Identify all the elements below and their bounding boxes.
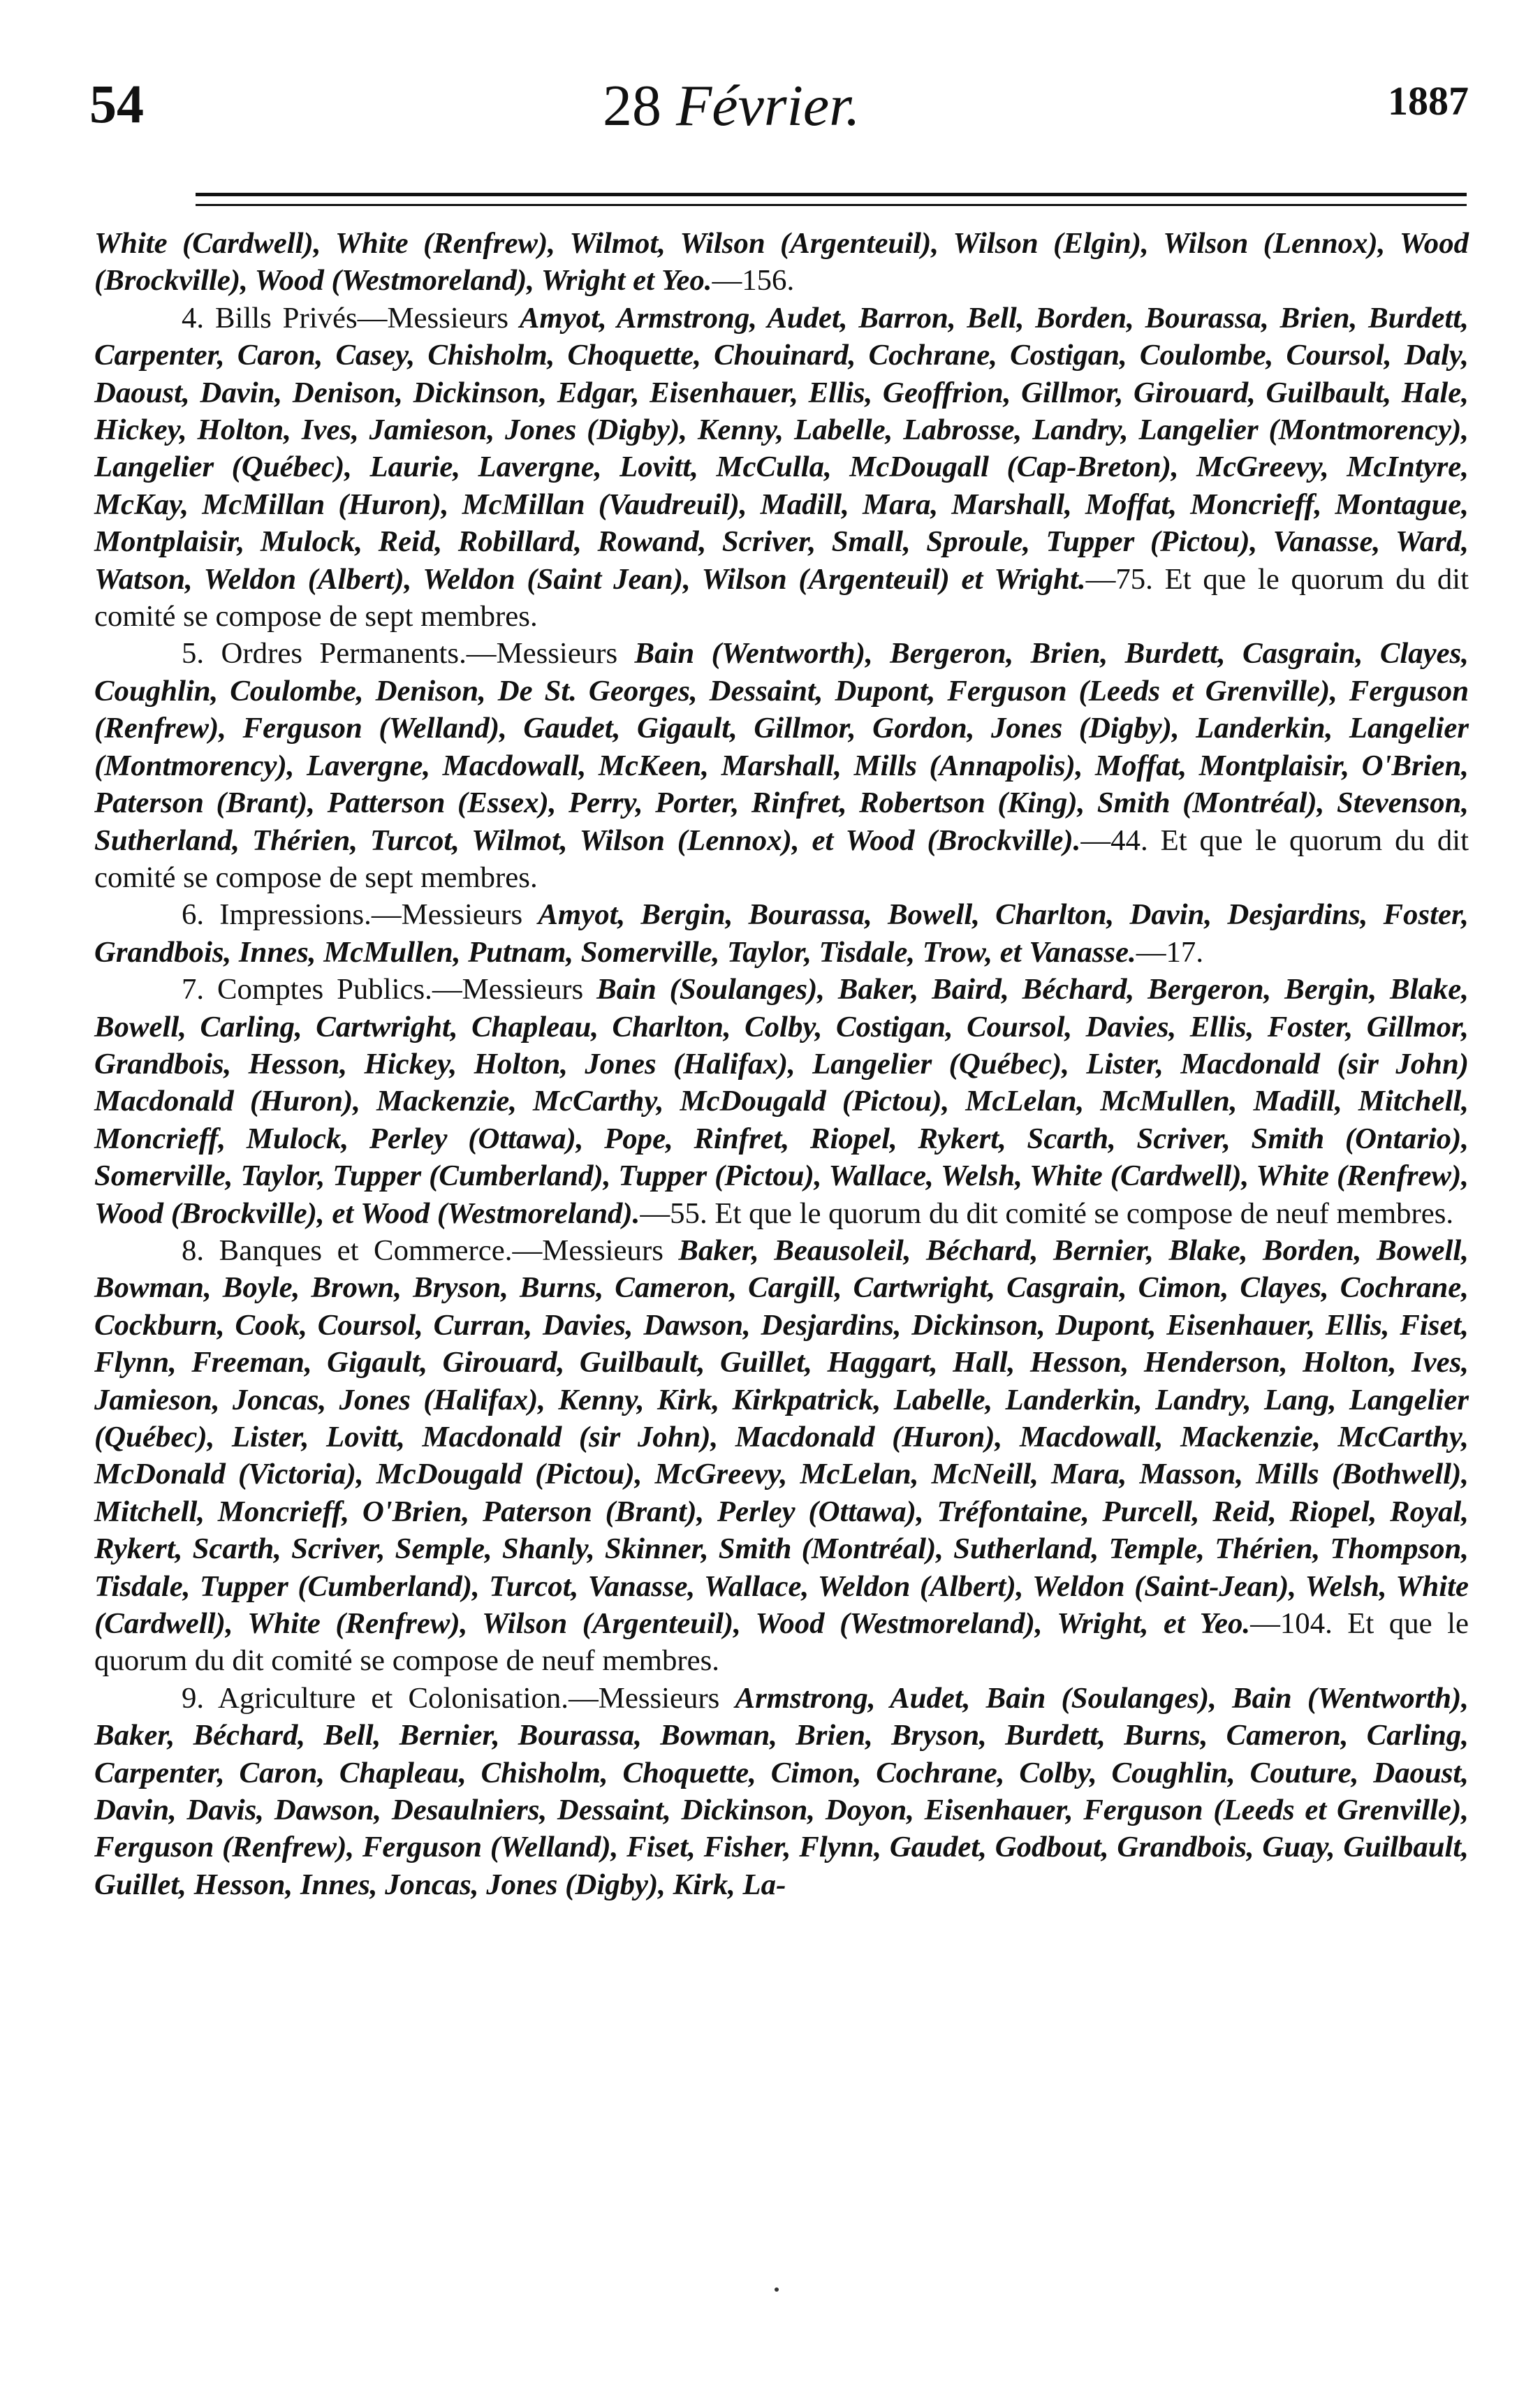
paragraph-lead: 8. Banques et Commerce.—Messieurs (182, 1233, 679, 1267)
member-names: Amyot, Bergin, Bourassa, Bowell, Charlton, Davin, Desjardins, Foster, Grandbois, Innes, McMullen, Putnam, Somerville, Taylor, Tisdale, Trow, et Vanasse. (94, 898, 1469, 969)
paragraph-lead: 5. Ordres Permanents.—Messieurs (182, 637, 635, 671)
running-title-day: 28 (603, 73, 661, 138)
paragraph-lead: 7. Comptes Publics.—Messieurs (182, 973, 597, 1006)
running-title-month: Février. (676, 73, 860, 138)
paragraph-tail: —156. (712, 264, 795, 298)
paragraph-comptes-publics (94, 971, 1469, 1232)
page-header (89, 73, 1469, 154)
paragraph-lead: 4. Bills Privés—Messieurs (182, 301, 520, 335)
paragraph-ordres-permanents (94, 635, 1469, 896)
header-rule-thick (196, 193, 1467, 196)
member-names: Bain (Soulanges), Baker, Baird, Béchard, Bergeron, Bergin, Blake, Bowell, Carling, Cartwright, Chapleau, Charlton, Colby, Costigan, Coursol, Davies, Ellis, Foster, Gillmor, Grandbois, Hesson, Hickey, Holton, Jones (Halifax), Langelier (Québec), Lister, Macdonald (sir John) Macdonald (Huron), Mackenzie, McCarthy, McDougald (Pictou), McLelan, McMullen, Madill, Mitchell, Moncrieff, Mulock, Perley (Ottawa), Pope, Rinfret, Riopel, Rykert, Scarth, Scriver, Smith (Ontario), Somerville, Taylor, Tupper (Cumberland), Tupper (Pictou), Wallace, Welsh, White (Cardwell), White (Renfrew), Wood (Brockville), et Wood (Westmoreland). (94, 973, 1469, 1230)
member-names: Bain (Wentworth), Bergeron, Brien, Burdett, Casgrain, Clayes, Coughlin, Coulombe, Denison, De St. Georges, Dessaint, Dupont, Ferguson (Leeds et Grenville), Ferguson (Renfrew), Ferguson (Welland), Gaudet, Gigault, Gillmor, Gordon, Jones (Digby), Landerkin, Langelier (Montmorency), Lavergne, Macdowall, McKeen, Marshall, Mills (Annapolis), Moffat, Montplaisir, O'Brien, Paterson (Brant), Patterson (Essex), Perry, Porter, Rinfret, Robertson (King), Smith (Montréal), Stevenson, Sutherland, Thérien, Turcot, Wilmot, Wilson (Lennox), et Wood (Brockville). (94, 637, 1469, 857)
paragraph-lead: 6. Impressions.—Messieurs (182, 898, 538, 932)
print-speck (775, 2287, 779, 2292)
paragraph-tail: —104. Et que le quorum du dit comité se compose de neuf membres. (94, 1607, 1469, 1678)
member-names: Armstrong, Audet, Bain (Soulanges), Bain (Wentworth), Baker, Béchard, Bell, Bernier, Bourassa, Bowman, Brien, Bryson, Burdett, Burns, Cameron, Carling, Carpenter, Caron, Chapleau, Chisholm, Choquette, Cimon, Cochrane, Colby, Coughlin, Couture, Daoust, Davin, Davis, Dawson, Desaulniers, Dessaint, Dickinson, Doyon, Eisenhauer, Ferguson (Leeds et Grenville), Ferguson (Renfrew), Ferguson (Welland), Fiset, Fisher, Flynn, Gaudet, Godbout, Grandbois, Guay, Guilbault, Guillet, Hesson, Innes, Joncas, Jones (Digby), Kirk, La- (94, 1681, 1469, 1901)
paragraph-tail: —55. Et que le quorum du dit comité se compose de neuf membres. (640, 1196, 1454, 1230)
header-rule-thin (196, 204, 1467, 206)
paragraph-impressions (94, 896, 1469, 971)
paragraph-agriculture-colonisation (94, 1680, 1469, 1903)
page-number: 54 (89, 73, 144, 134)
paragraph-lead: 9. Agriculture et Colonisation.—Messieurs (182, 1681, 735, 1715)
paragraph-tail: —75. Et que le quorum du dit comité se compose de sept membres. (94, 562, 1469, 634)
paragraph-banques-commerce (94, 1232, 1469, 1680)
member-names: Baker, Beausoleil, Béchard, Bernier, Blake, Borden, Bowell, Bowman, Boyle, Brown, Bryson, Burns, Cameron, Cargill, Cartwright, Casgrain, Cimon, Clayes, Cochrane, Cockburn, Cook, Coursol, Curran, Davies, Dawson, Desjardins, Dickinson, Dupont, Eisenhauer, Ellis, Fiset, Flynn, Freeman, Gigault, Girouard, Guilbault, Guillet, Haggart, Hall, Hesson, Henderson, Holton, Ives, Jamieson, Joncas, Jones (Halifax), Kenny, Kirk, Kirkpatrick, Labelle, Landerkin, Landry, Lang, Langelier (Québec), Lister, Lovitt, Macdonald (sir John), Macdonald (Huron), Macdowall, Mackenzie, McCarthy, McDonald (Victoria), McDougald (Pictou), McGreevy, McLelan, McNeill, Mara, Masson, Mills (Bothwell), Mitchell, Moncrieff, O'Brien, Paterson (Brant), Perley (Ottawa), Tréfontaine, Purcell, Reid, Riopel, Royal, Rykert, Scarth, Scriver, Semple, Shanly, Skinner, Smith (Montréal), Sutherland, Temple, Thérien, Thompson, Tisdale, Tupper (Cumberland), Turcot, Vanasse, Wallace, Weldon (Albert), Weldon (Saint-Jean), Welsh, White (Cardwell), White (Renfrew), Wilson (Argenteuil), Wood (Westmoreland), Wright, et Yeo. (94, 1233, 1469, 1641)
paragraph-continuation (94, 225, 1469, 300)
paragraph-tail: —17. (1136, 935, 1204, 969)
member-names: Amyot, Armstrong, Audet, Barron, Bell, Borden, Bourassa, Brien, Burdett, Carpenter, Caron, Casey, Chisholm, Choquette, Chouinard, Cochrane, Costigan, Coulombe, Coursol, Daly, Daoust, Davin, Denison, Dickinson, Edgar, Eisenhauer, Ellis, Geoffrion, Gillmor, Girouard, Guilbault, Hale, Hickey, Holton, Ives, Jamieson, Jones (Digby), Kenny, Labelle, Labrosse, Landry, Langelier (Montmorency), Langelier (Québec), Laurie, Lavergne, Lovitt, McCulla, McDougall (Cap-Breton), McGreevy, McIntyre, McKay, McMillan (Huron), McMillan (Vaudreuil), Madill, Mara, Marshall, Moffat, Moncrieff, Montague, Montplaisir, Mulock, Reid, Robillard, Rowand, Scriver, Small, Sproule, Tupper (Pictou), Vanasse, Ward, Watson, Weldon (Albert), Weldon (Saint Jean), Wilson (Argenteuil) et Wright. (94, 301, 1469, 596)
running-title (603, 73, 860, 138)
paragraph-tail: —44. Et que le quorum du dit comité se compose de sept membres. (94, 823, 1469, 894)
page-year: 1887 (1388, 78, 1469, 124)
body-text (94, 225, 1469, 1903)
member-names: White (Cardwell), White (Renfrew), Wilmot, Wilson (Argenteuil), Wilson (Elgin), Wilson (Lennox), Wood (Brockville), Wood (Westmoreland), Wright et Yeo. (94, 227, 1469, 298)
paragraph-bills-prives (94, 300, 1469, 636)
